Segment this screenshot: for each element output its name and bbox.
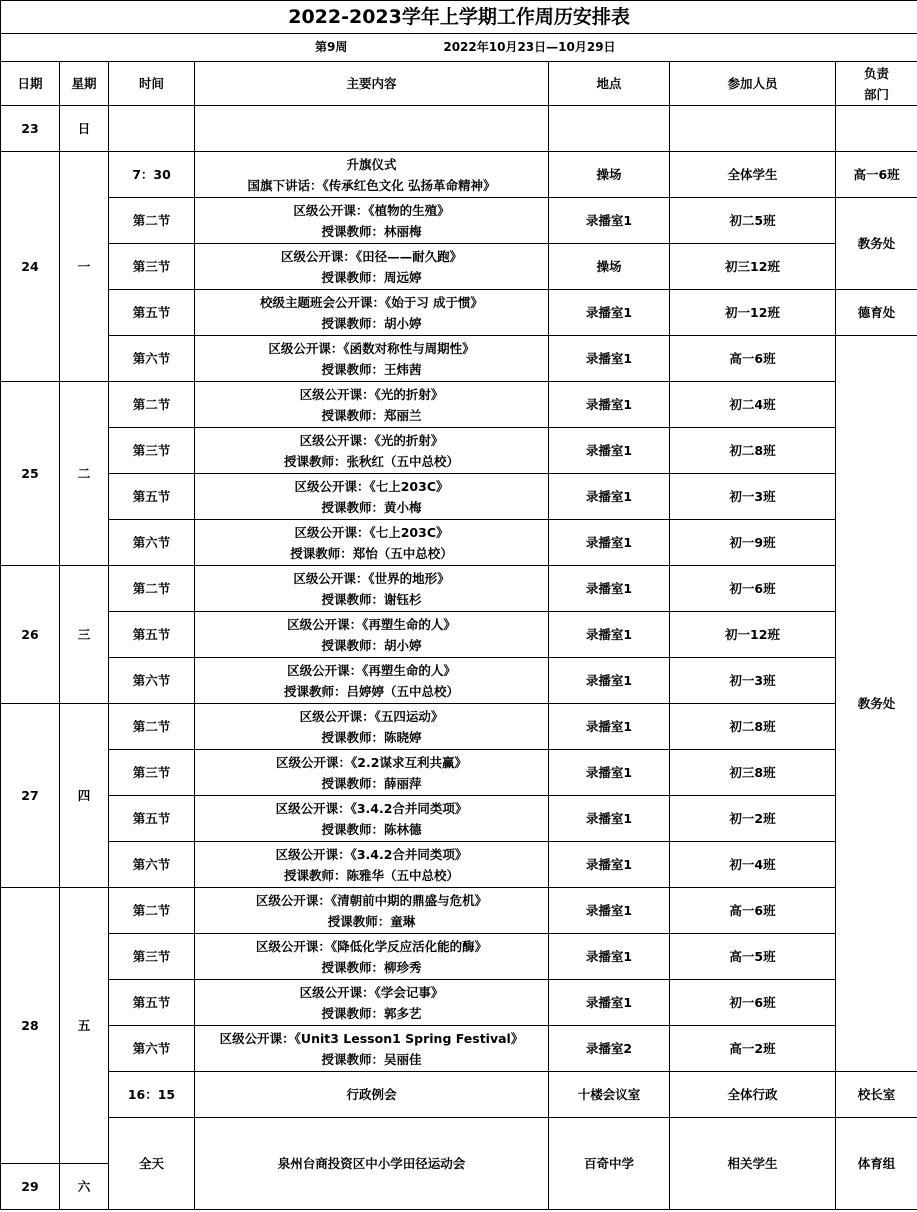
day-weekday: 五 xyxy=(60,888,109,1164)
people-cell: 初一2班 xyxy=(670,796,836,842)
time-cell: 第二节 xyxy=(109,198,195,244)
time-cell: 第三节 xyxy=(109,934,195,980)
content-cell: 区级公开课：《五四运动》 授课教师：陈晓婷 xyxy=(195,704,549,750)
time-cell: 第六节 xyxy=(109,1026,195,1072)
day-date: 28 xyxy=(1,888,60,1164)
people-cell: 初二8班 xyxy=(670,704,836,750)
content-cell: 区级公开课：《再塑生命的人》 授课教师：胡小婷 xyxy=(195,612,549,658)
content-cell: 区级公开课：《田径——耐久跑》 授课教师：周远婷 xyxy=(195,244,549,290)
header-place: 地点 xyxy=(549,62,670,106)
day-weekday: 日 xyxy=(60,106,109,152)
people-cell: 初一4班 xyxy=(670,842,836,888)
time-cell: 7：30 xyxy=(109,152,195,198)
time-cell: 第五节 xyxy=(109,796,195,842)
content-cell: 区级公开课：《降低化学反应活化能的酶》 授课教师：柳珍秀 xyxy=(195,934,549,980)
time-cell: 第二节 xyxy=(109,704,195,750)
place-cell: 录播室1 xyxy=(549,980,670,1026)
people-cell: 高一6班 xyxy=(670,888,836,934)
department-cell: 高一6班 xyxy=(836,152,917,198)
place-cell: 录播室1 xyxy=(549,658,670,704)
content-cell: 区级公开课：《光的折射》 授课教师：郑丽兰 xyxy=(195,382,549,428)
people-cell: 初一9班 xyxy=(670,520,836,566)
time-cell: 第六节 xyxy=(109,842,195,888)
time-cell: 第六节 xyxy=(109,520,195,566)
header-time: 时间 xyxy=(109,62,195,106)
people-cell xyxy=(670,106,836,152)
time-cell: 第二节 xyxy=(109,382,195,428)
time-cell: 第六节 xyxy=(109,336,195,382)
people-cell: 初二4班 xyxy=(670,382,836,428)
place-cell xyxy=(549,106,670,152)
header-weekday: 星期 xyxy=(60,62,109,106)
people-cell: 高一5班 xyxy=(670,934,836,980)
time-cell: 第五节 xyxy=(109,474,195,520)
week-number: 第9周 xyxy=(315,40,348,54)
content-cell: 区级公开课：《再塑生命的人》 授课教师：吕婷婷（五中总校） xyxy=(195,658,549,704)
place-cell: 录播室1 xyxy=(549,198,670,244)
content-cell: 升旗仪式 国旗下讲话：《传承红色文化 弘扬革命精神》 xyxy=(195,152,549,198)
time-cell: 第三节 xyxy=(109,244,195,290)
header-date: 日期 xyxy=(1,62,60,106)
time-cell: 第六节 xyxy=(109,658,195,704)
place-cell: 录播室2 xyxy=(549,1026,670,1072)
day-date: 25 xyxy=(1,382,60,566)
people-cell: 初二8班 xyxy=(670,428,836,474)
content-cell: 区级公开课：《植物的生殖》 授课教师：林丽梅 xyxy=(195,198,549,244)
header-content: 主要内容 xyxy=(195,62,549,106)
place-cell: 录播室1 xyxy=(549,750,670,796)
people-cell: 相关学生 xyxy=(670,1118,836,1210)
content-cell: 泉州台商投资区中小学田径运动会 xyxy=(195,1118,549,1210)
content-cell: 区级公开课：《七上203C》 授课教师：黄小梅 xyxy=(195,474,549,520)
place-cell: 录播室1 xyxy=(549,382,670,428)
people-cell: 初一12班 xyxy=(670,290,836,336)
place-cell: 录播室1 xyxy=(549,888,670,934)
place-cell: 录播室1 xyxy=(549,934,670,980)
place-cell: 录播室1 xyxy=(549,612,670,658)
place-cell: 录播室1 xyxy=(549,520,670,566)
people-cell: 初三8班 xyxy=(670,750,836,796)
content-cell: 区级公开课：《世界的地形》 授课教师：谢钰杉 xyxy=(195,566,549,612)
content-cell xyxy=(195,106,549,152)
people-cell: 高一6班 xyxy=(670,336,836,382)
time-cell: 全天 xyxy=(109,1118,195,1210)
people-cell: 初一3班 xyxy=(670,658,836,704)
content-cell: 区级公开课：《七上203C》 授课教师：郑怡（五中总校） xyxy=(195,520,549,566)
content-cell: 校级主题班会公开课：《始于习 成于惯》 授课教师：胡小婷 xyxy=(195,290,549,336)
page-title: 2022-2023学年上学期工作周历安排表 xyxy=(1,1,917,34)
date-range: 2022年10月23日—10月29日 xyxy=(443,40,616,54)
day-weekday: 二 xyxy=(60,382,109,566)
time-cell: 第五节 xyxy=(109,290,195,336)
place-cell: 录播室1 xyxy=(549,566,670,612)
day-date: 24 xyxy=(1,152,60,382)
department-cell: 德育处 xyxy=(836,290,917,336)
place-cell: 百奇中学 xyxy=(549,1118,670,1210)
time-cell: 第二节 xyxy=(109,888,195,934)
place-cell: 录播室1 xyxy=(549,796,670,842)
time-cell: 第三节 xyxy=(109,750,195,796)
day-date: 26 xyxy=(1,566,60,704)
place-cell: 操场 xyxy=(549,152,670,198)
department-cell: 校长室 xyxy=(836,1072,917,1118)
people-cell: 初一6班 xyxy=(670,980,836,1026)
content-cell: 区级公开课：《函数对称性与周期性》 授课教师：王炜茜 xyxy=(195,336,549,382)
content-cell: 区级公开课：《2.2谋求互利共赢》 授课教师：薛丽萍 xyxy=(195,750,549,796)
people-cell: 初三12班 xyxy=(670,244,836,290)
content-cell: 区级公开课：《3.4.2合并同类项》 授课教师：陈雅华（五中总校） xyxy=(195,842,549,888)
header-people: 参加人员 xyxy=(670,62,836,106)
day-weekday: 三 xyxy=(60,566,109,704)
day-date: 27 xyxy=(1,704,60,888)
people-cell: 全体行政 xyxy=(670,1072,836,1118)
place-cell: 录播室1 xyxy=(549,474,670,520)
week-info xyxy=(1,34,917,62)
place-cell: 录播室1 xyxy=(549,290,670,336)
content-cell: 区级公开课：《光的折射》 授课教师：张秋红（五中总校） xyxy=(195,428,549,474)
time-cell: 第二节 xyxy=(109,566,195,612)
department-cell: 教务处 xyxy=(836,336,917,1072)
content-cell: 区级公开课：《Unit3 Lesson1 Spring Festival》 授课教师：吴丽佳 xyxy=(195,1026,549,1072)
day-weekday: 四 xyxy=(60,704,109,888)
place-cell: 录播室1 xyxy=(549,428,670,474)
place-cell: 录播室1 xyxy=(549,842,670,888)
people-cell: 初一3班 xyxy=(670,474,836,520)
people-cell: 初一6班 xyxy=(670,566,836,612)
place-cell: 操场 xyxy=(549,244,670,290)
day-date: 29 xyxy=(1,1164,60,1210)
time-cell: 第五节 xyxy=(109,980,195,1026)
department-cell xyxy=(836,106,917,152)
content-cell: 区级公开课：《学会记事》 授课教师：郭多艺 xyxy=(195,980,549,1026)
header-department: 负责 部门 xyxy=(836,62,917,106)
department-cell: 教务处 xyxy=(836,198,917,290)
place-cell: 十楼会议室 xyxy=(549,1072,670,1118)
content-cell: 行政例会 xyxy=(195,1072,549,1118)
people-cell: 全体学生 xyxy=(670,152,836,198)
people-cell: 初一12班 xyxy=(670,612,836,658)
place-cell: 录播室1 xyxy=(549,336,670,382)
time-cell xyxy=(109,106,195,152)
time-cell: 16：15 xyxy=(109,1072,195,1118)
day-date: 23 xyxy=(1,106,60,152)
place-cell: 录播室1 xyxy=(549,704,670,750)
time-cell: 第三节 xyxy=(109,428,195,474)
content-cell: 区级公开课：《清朝前中期的鼎盛与危机》 授课教师：童琳 xyxy=(195,888,549,934)
people-cell: 高一2班 xyxy=(670,1026,836,1072)
time-cell: 第五节 xyxy=(109,612,195,658)
day-weekday: 一 xyxy=(60,152,109,382)
day-weekday: 六 xyxy=(60,1164,109,1210)
people-cell: 初二5班 xyxy=(670,198,836,244)
department-cell: 体育组 xyxy=(836,1118,917,1210)
content-cell: 区级公开课：《3.4.2合并同类项》 授课教师：陈林德 xyxy=(195,796,549,842)
